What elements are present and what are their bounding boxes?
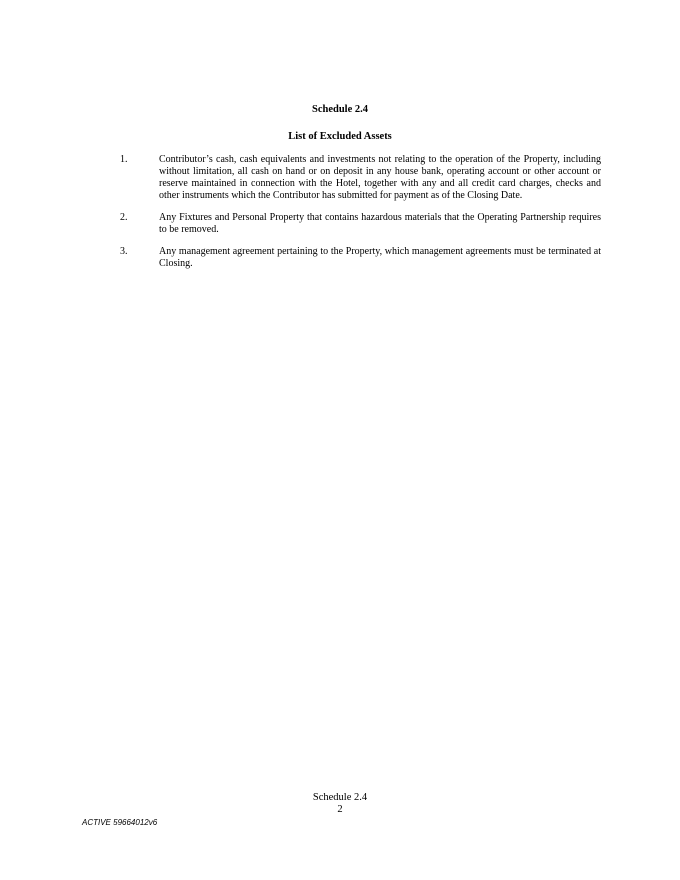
list-item-text: Contributor’s cash, cash equivalents and investments not relating to the operation of the Property, including without limitation, all cash on hand or on deposit in any house bank, operating account or other account or reserve maintained in connection with the Hotel, together with any and all credit card charges, checks and other instruments which the Contributor has submitted for payment as of the Closing Date. [159,154,601,201]
list-item-number: 1. [120,154,128,165]
footer-page-number: 2 [337,804,343,815]
schedule-title: Schedule 2.4 [311,104,368,115]
list-item-text: Any Fixtures and Personal Property that contains hazardous materials that the Operating Partnership requires to be removed. [159,212,601,235]
list-item [120,246,601,270]
page-footer [0,792,680,816]
list-item-number: 3. [120,246,128,257]
document-id: ACTIVE 59664012v6 [82,818,158,827]
list-item [120,154,601,202]
list-item [120,212,601,236]
list-item-text: Any management agreement pertaining to the Property, which management agreements must be terminated at Closing. [159,246,601,269]
excluded-assets-list [120,154,601,280]
footer-schedule-label: Schedule 2.4 [312,792,368,803]
list-item-number: 2. [120,212,128,223]
list-title: List of Excluded Assets [288,131,392,142]
